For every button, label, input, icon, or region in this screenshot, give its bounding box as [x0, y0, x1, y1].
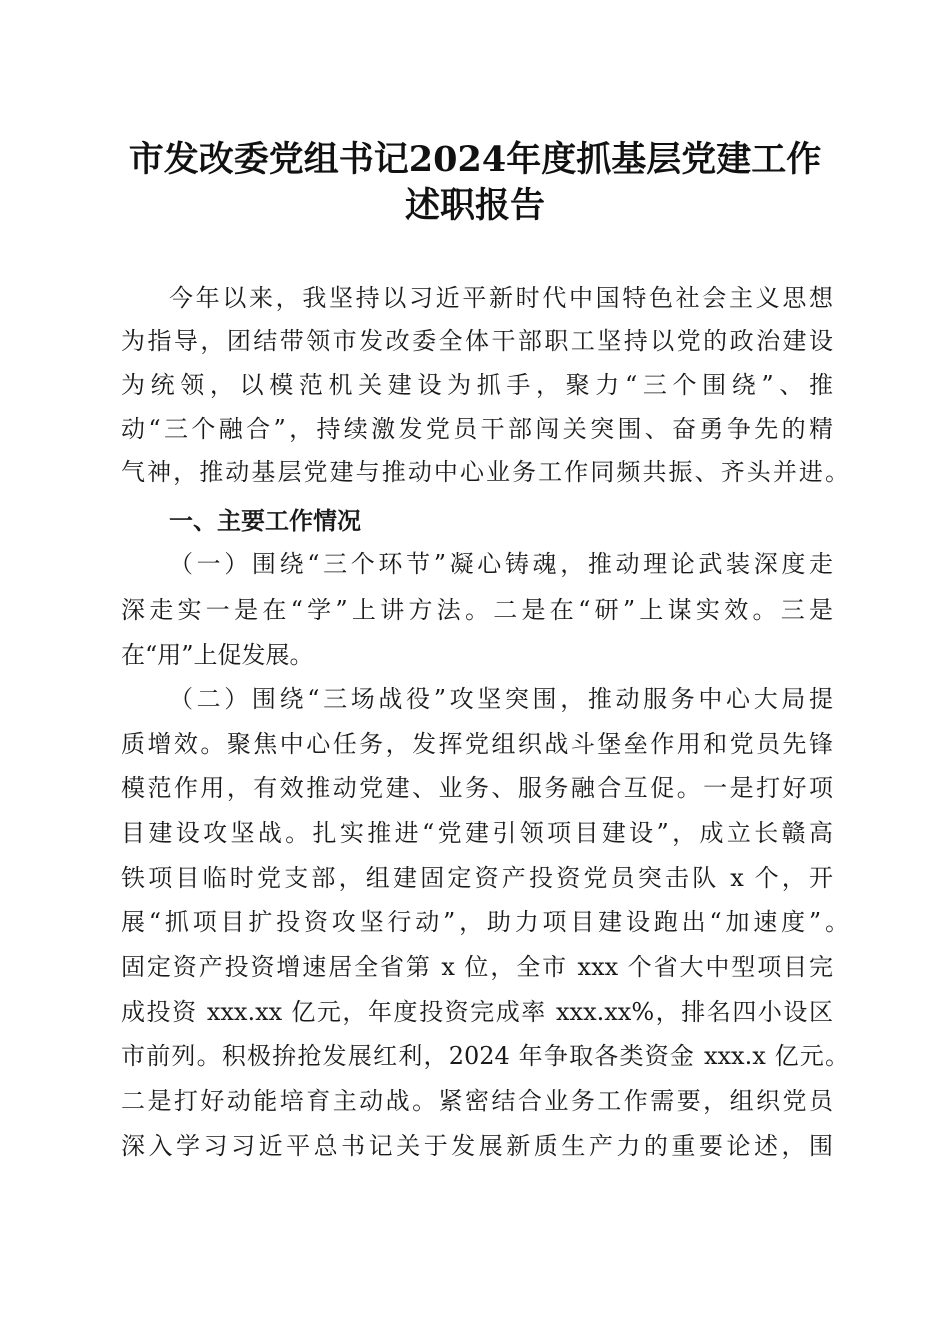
document-title-line-2: 述职报告 [404, 185, 545, 226]
paragraph-line: 为指导，团结带领市发改委全体干部职工坚持以党的政治建设 [121, 327, 833, 355]
paragraph-line: 为统领，以模范机关建设为抓手，聚力“三个围绕”、推 [121, 371, 833, 399]
paragraph-line: 成投资 xxx.xx 亿元，年度投资完成率 xxx.xx%，排名四小设区 [121, 998, 833, 1026]
paragraph-line: 在“用”上促发展。 [121, 641, 314, 669]
document-title-line-1: 市发改委党组书记2024年度抓基层党建工作 [128, 139, 822, 180]
paragraph-line: 模范作用，有效推动党建、业务、服务融合互促。一是打好项 [121, 774, 833, 802]
paragraph-line: 二是打好动能培育主动战。紧密结合业务工作需要，组织党员 [121, 1087, 833, 1115]
paragraph-line: 深走实一是在“学”上讲方法。二是在“研”上谋实效。三是 [121, 596, 833, 624]
paragraph-line: 固定资产投资增速居全省第 x 位，全市 xxx 个省大中型项目完 [121, 953, 833, 981]
paragraph-line: 铁项目临时党支部，组建固定资产投资党员突击队 x 个，开 [121, 864, 833, 892]
paragraph-line: 动“三个融合”，持续激发党员干部闯关突围、奋勇争先的精 [121, 415, 833, 443]
paragraph-line: 市前列。积极拚抢发展红利，2024 年争取各类资金 xxx.x 亿元。 [121, 1042, 849, 1070]
paragraph-line: 深入学习习近平总书记关于发展新质生产力的重要论述，围 [121, 1132, 833, 1160]
paragraph-line: （二）围绕“三场战役”攻坚突围，推动服务中心大局提 [169, 685, 833, 713]
paragraph-line: 目建设攻坚战。扎实推进“党建引领项目建设”，成立长赣高 [121, 819, 833, 847]
section-heading: 一、主要工作情况 [169, 507, 361, 535]
paragraph-line: 今年以来，我坚持以习近平新时代中国特色社会主义思想 [169, 284, 833, 312]
paragraph-line: （一）围绕“三个环节”凝心铸魂，推动理论武装深度走 [169, 550, 833, 578]
paragraph-line: 质增效。聚焦中心任务，发挥党组织战斗堡垒作用和党员先锋 [121, 730, 833, 758]
paragraph-line: 展“抓项目扩投资攻坚行动”，助力项目建设跑出“加速度”。 [121, 908, 849, 936]
paragraph-line: 气神，推动基层党建与推动中心业务工作同频共振、齐头并进。 [121, 458, 849, 486]
